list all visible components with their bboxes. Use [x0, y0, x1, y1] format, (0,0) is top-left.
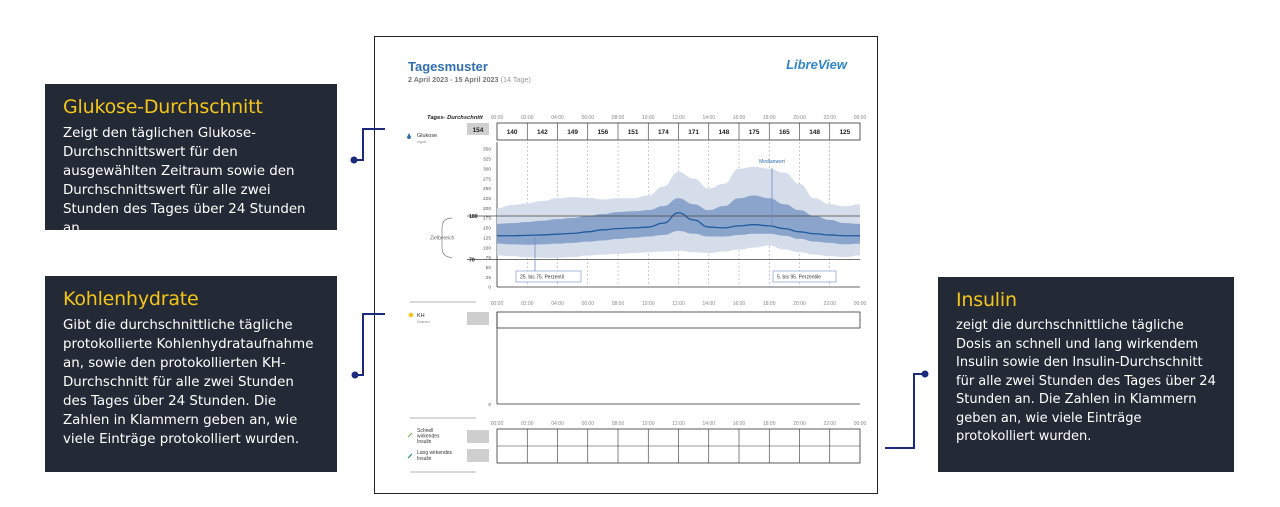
time-tick-top: 02:00	[520, 115, 534, 121]
time-tick-carbs: 20:00	[793, 301, 806, 307]
carbs-callout-title: Kohlenhydrate	[63, 288, 199, 310]
carbs-zero-label: 0	[488, 403, 491, 408]
glucose-connector-dot	[351, 157, 358, 164]
report-title: Tagesmuster	[408, 59, 488, 74]
y-tick-label: 325	[482, 157, 491, 163]
time-tick-top: 16:00	[732, 115, 746, 121]
y-tick-label: 350	[482, 147, 491, 153]
y-tick-label: 100	[482, 246, 491, 252]
glucose-2h-average: 142	[536, 129, 548, 136]
carbs-icon	[409, 313, 414, 318]
carbs-callout-text: Gibt die durchschnittliche tägliche protokollierte Kohlenhydrataufnahme an, sowie den protokollierten KH-Durchschnitt für alle zwei Stunden des Tages über 24 Stunden. Die Zahlen in Klammern geben an, wie viele Einträge protokolliert wurden.	[63, 318, 314, 447]
time-tick-top: 20:00	[793, 115, 806, 121]
time-tick-carbs: 08:00	[611, 301, 625, 307]
long-insulin-label-2: Insulin	[417, 456, 432, 462]
time-tick-top: 04:00	[551, 115, 564, 121]
time-tick-top: 12:00	[672, 115, 685, 121]
glucose-callout-text: Zeigt den täglichen Glukose-Durchschnittswert für den ausgewählten Zeitraum sowie den Durchschnittswert für alle zwei Stunden des Tages über 24 Stunden an.	[63, 126, 306, 236]
time-tick-carbs: 04:00	[551, 301, 564, 307]
insulin-connector-line	[885, 374, 925, 448]
time-tick-carbs: 10:00	[641, 301, 655, 307]
glucose-2h-average: 174	[657, 129, 669, 136]
time-tick-insulin: 16:00	[732, 421, 746, 427]
time-tick-top: 18:00	[762, 115, 776, 121]
y-tick-label: 300	[482, 167, 491, 173]
glucose-2h-average: 148	[718, 129, 730, 136]
time-tick-carbs: 22:00	[823, 301, 837, 307]
carbs-connector-line	[355, 314, 385, 375]
rapid-insulin-icon	[408, 433, 412, 437]
carbs-unit: Gramm	[417, 320, 430, 324]
glucose-2h-average: 165	[778, 129, 790, 136]
target-range-label: Zielbereich	[430, 235, 455, 242]
y-tick-label: 150	[482, 226, 491, 232]
time-tick-carbs: 14:00	[702, 301, 716, 307]
glucose-unit: mg/dL	[417, 140, 427, 144]
time-tick-insulin: 00:00	[853, 421, 867, 427]
y-tick-label: 225	[482, 196, 491, 202]
libreview-logo: LibreView	[786, 57, 847, 72]
time-tick-insulin: 20:00	[793, 421, 806, 427]
time-tick-carbs: 18:00	[762, 301, 776, 307]
glucose-2h-average: 140	[506, 129, 518, 136]
time-tick-top: 22:00	[823, 115, 837, 121]
time-tick-top: 10:00	[641, 115, 655, 121]
carbs-daily-average-box	[467, 312, 489, 325]
y-tick-label: 250	[482, 187, 491, 193]
time-tick-insulin: 14:00	[702, 421, 716, 427]
median-label: Medianwert	[759, 159, 785, 165]
target-low-label: 70	[469, 257, 475, 264]
inner-band-label: 25. bis 75. Perzentil	[520, 274, 564, 281]
day-count: (14 Tage)	[500, 75, 531, 84]
y-tick-label: 25	[485, 275, 491, 281]
time-tick-carbs: 02:00	[520, 301, 534, 307]
time-tick-carbs: 06:00	[581, 301, 595, 307]
carbs-connector-dot	[352, 372, 359, 379]
insulin-connector-dot	[922, 371, 929, 378]
time-tick-insulin: 00:00	[490, 421, 504, 427]
time-tick-insulin: 06:00	[581, 421, 595, 427]
glucose-2h-average: 151	[627, 129, 639, 136]
y-tick-label: 0	[488, 285, 491, 291]
time-tick-top: 14:00	[702, 115, 716, 121]
y-tick-label: 200	[482, 206, 491, 212]
glucose-drop-icon	[407, 133, 411, 139]
time-tick-top: 08:00	[611, 115, 625, 121]
y-tick-label: 125	[482, 236, 491, 242]
carbs-average-row	[497, 312, 860, 328]
daily-average-header: Tages- Durchschnitt	[427, 115, 483, 121]
y-tick-label: 275	[482, 177, 491, 183]
long-insulin-icon	[408, 454, 412, 458]
glucose-callout-title: Glukose-Durchschnitt	[63, 96, 263, 118]
glucose-2h-average: 148	[809, 129, 821, 136]
rapid-insulin-label-3: Insulin	[417, 439, 432, 445]
time-tick-insulin: 22:00	[823, 421, 837, 427]
y-tick-label: 175	[482, 216, 491, 222]
time-tick-insulin: 18:00	[762, 421, 776, 427]
time-tick-top: 06:00	[581, 115, 595, 121]
time-tick-carbs: 00:00	[490, 301, 504, 307]
rapid-insulin-label-1: Schnell	[417, 428, 434, 434]
time-tick-insulin: 02:00	[520, 421, 534, 427]
long-insulin-label-1: Lang wirkendes	[417, 450, 453, 456]
glucose-2h-average: 125	[839, 129, 851, 136]
time-tick-top: 00:00	[490, 115, 504, 121]
y-tick-label: 75	[485, 256, 491, 262]
glucose-2h-average: 175	[748, 129, 760, 136]
time-tick-top: 00:00	[853, 115, 867, 121]
time-tick-insulin: 08:00	[611, 421, 625, 427]
time-tick-carbs: 16:00	[732, 301, 746, 307]
y-tick-label: 50	[485, 265, 491, 271]
time-tick-carbs: 12:00	[672, 301, 685, 307]
target-high-label: 180	[469, 214, 478, 221]
glucose-label: Glukose	[417, 133, 438, 139]
carbs-label: KH	[417, 313, 425, 319]
glucose-2h-average: 149	[567, 129, 579, 136]
insulin-callout-title: Insulin	[956, 289, 1017, 311]
time-tick-insulin: 12:00	[672, 421, 685, 427]
time-tick-insulin: 04:00	[551, 421, 564, 427]
outer-band-label: 5. bis 95. Perzentile	[777, 274, 821, 281]
glucose-daily-average-value: 154	[472, 127, 484, 134]
glucose-2h-average: 171	[688, 129, 700, 136]
rapid-insulin-label-2: wirkendes	[417, 433, 440, 440]
glucose-connector-line	[354, 129, 385, 160]
date-range-text: 2 April 2023 - 15 April 2023	[408, 75, 499, 84]
rapid-insulin-average-box	[467, 430, 489, 443]
long-insulin-average-box	[467, 449, 489, 462]
insulin-callout-text: zeigt die durchschnittliche tägliche Dosis an schnell und lang wirkendem Insulin sowie den Insulin-Durchschnitt für alle zwei Stunden des Tages über 24 Stunden an. Die Zahlen in Klammern geben an, wie viele Einträge protokolliert wurden.	[956, 318, 1216, 444]
time-tick-carbs: 00:00	[853, 301, 867, 307]
time-tick-insulin: 10:00	[641, 421, 655, 427]
glucose-2h-average: 156	[597, 129, 609, 136]
